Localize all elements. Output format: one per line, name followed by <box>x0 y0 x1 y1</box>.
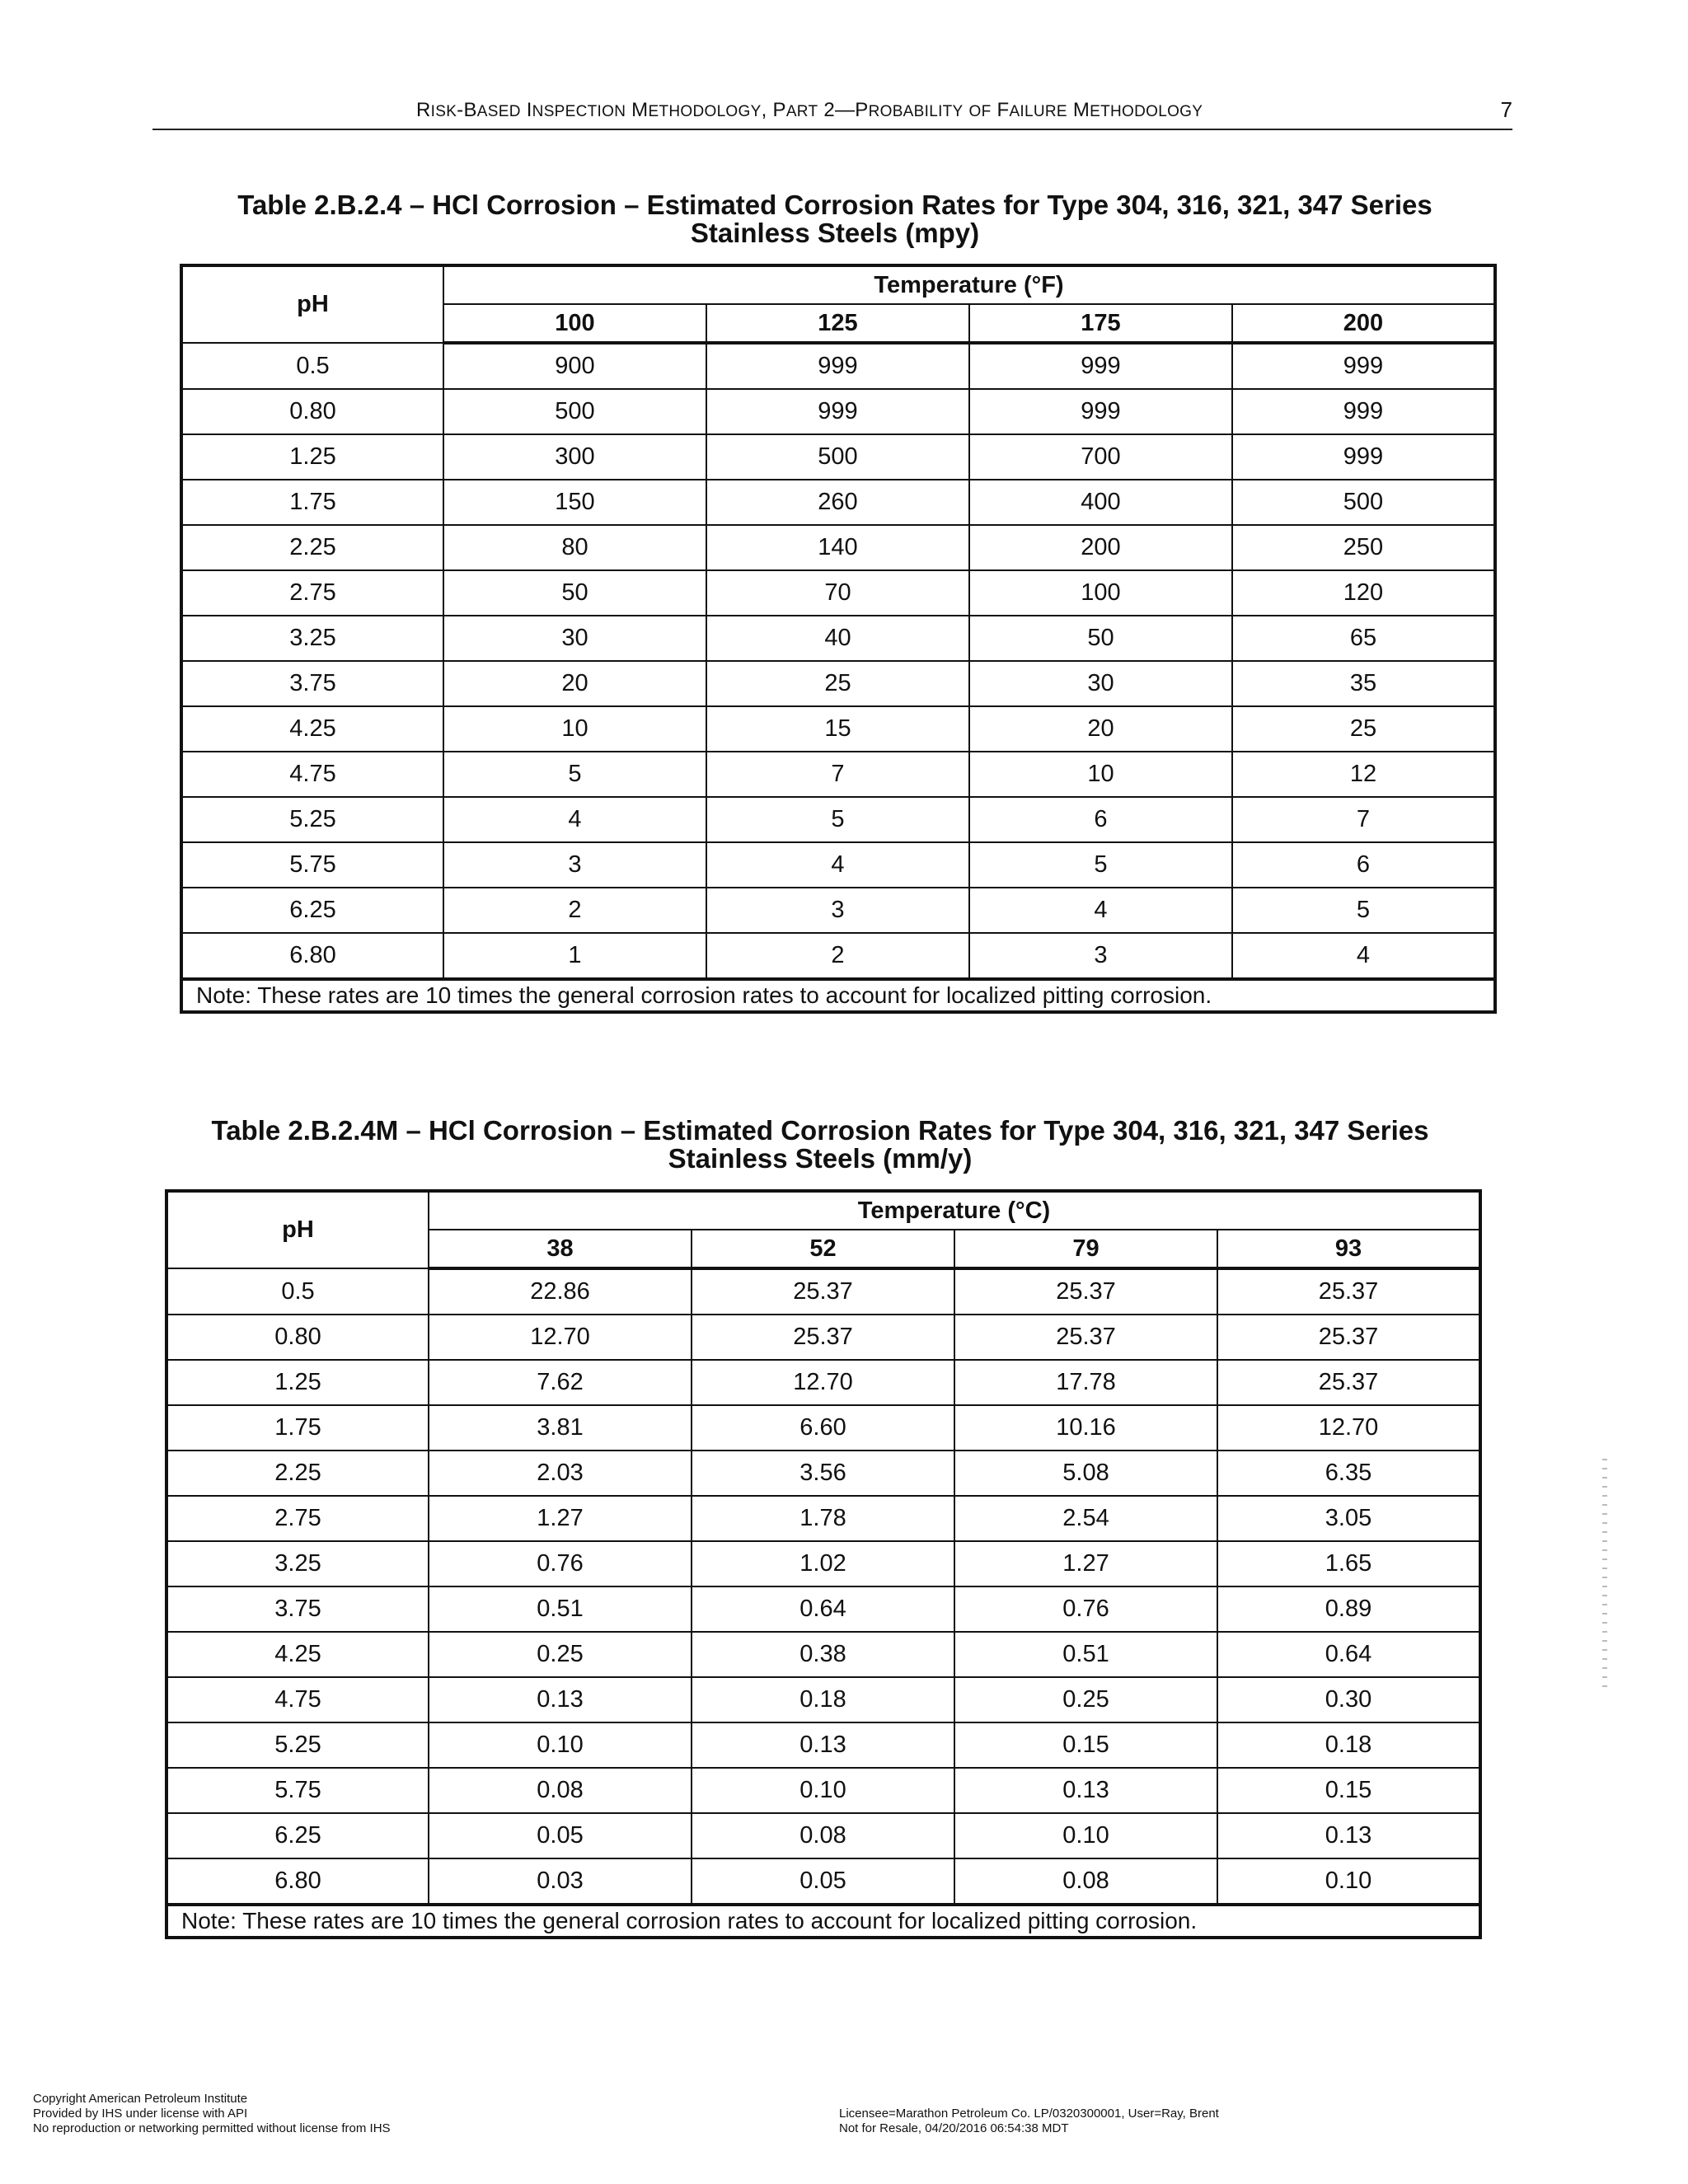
table-row <box>181 797 1495 842</box>
ph-cell: 3.75 <box>181 661 443 706</box>
rate-cell: 0.08 <box>429 1768 692 1813</box>
ph-cell: 3.75 <box>166 1586 429 1632</box>
rate-cell: 250 <box>1232 525 1495 570</box>
temperature-header: Temperature (°F) <box>443 265 1495 304</box>
ph-cell: 2.75 <box>181 570 443 616</box>
rate-cell: 999 <box>706 343 969 389</box>
rate-cell: 1.27 <box>429 1496 692 1541</box>
rate-cell: 900 <box>443 343 706 389</box>
rate-cell: 3 <box>706 888 969 933</box>
rate-cell: 150 <box>443 480 706 525</box>
table-row <box>181 661 1495 706</box>
rate-cell: 50 <box>443 570 706 616</box>
rate-cell: 0.76 <box>954 1586 1217 1632</box>
table-row <box>166 1405 1480 1451</box>
footer-right <box>839 2107 1219 2136</box>
rate-cell: 0.13 <box>429 1677 692 1722</box>
table-us-caption-line1: Table 2.B.2.4 – HCl Corrosion – Estimated Corrosion Rates for Type 304, 316, 321, 347 Series <box>237 190 1432 220</box>
rate-cell: 3 <box>969 933 1232 979</box>
rate-cell: 260 <box>706 480 969 525</box>
rate-cell: 6.60 <box>692 1405 954 1451</box>
table-si-body <box>166 1268 1480 1905</box>
rate-cell: 0.03 <box>429 1858 692 1905</box>
rate-cell: 4 <box>969 888 1232 933</box>
rate-cell: 3.81 <box>429 1405 692 1451</box>
rate-cell: 2 <box>443 888 706 933</box>
page-number: 7 <box>1500 97 1512 122</box>
table-us-body <box>181 343 1495 979</box>
ph-cell: 5.25 <box>166 1722 429 1768</box>
rate-cell: 5.08 <box>954 1451 1217 1496</box>
rate-cell: 0.10 <box>692 1768 954 1813</box>
temperature-column-header: 175 <box>969 304 1232 343</box>
rate-cell: 140 <box>706 525 969 570</box>
ph-cell: 0.5 <box>166 1268 429 1315</box>
rate-cell: 25.37 <box>1217 1360 1480 1405</box>
ph-cell: 5.75 <box>181 842 443 888</box>
table-us-caption <box>180 191 1490 247</box>
table-row <box>166 1315 1480 1360</box>
rate-cell: 0.76 <box>429 1541 692 1586</box>
ph-cell: 2.25 <box>166 1451 429 1496</box>
temperature-column-header: 93 <box>1217 1230 1480 1268</box>
rate-cell: 500 <box>443 389 706 434</box>
rate-cell: 700 <box>969 434 1232 480</box>
rate-cell: 0.13 <box>692 1722 954 1768</box>
ph-cell: 1.25 <box>166 1360 429 1405</box>
rate-cell: 2 <box>706 933 969 979</box>
table-row <box>181 888 1495 933</box>
table-row <box>166 1496 1480 1541</box>
table-row <box>181 933 1495 979</box>
table-si-caption-line1: Table 2.B.2.4M – HCl Corrosion – Estimated Corrosion Rates for Type 304, 316, 321, 347 Series <box>211 1115 1429 1146</box>
ph-cell: 6.80 <box>181 933 443 979</box>
rate-cell: 6 <box>969 797 1232 842</box>
table-row <box>181 389 1495 434</box>
temperature-header: Temperature (°C) <box>429 1191 1480 1230</box>
rate-cell: 30 <box>969 661 1232 706</box>
rate-cell: 4 <box>706 842 969 888</box>
temperature-column-header: 52 <box>692 1230 954 1268</box>
rate-cell: 120 <box>1232 570 1495 616</box>
rate-cell: 80 <box>443 525 706 570</box>
rate-cell: 500 <box>706 434 969 480</box>
rate-cell: 20 <box>969 706 1232 752</box>
rate-cell: 200 <box>969 525 1232 570</box>
rate-cell: 65 <box>1232 616 1495 661</box>
table-row <box>166 1632 1480 1677</box>
table-si <box>165 1189 1482 1939</box>
rate-cell: 0.64 <box>692 1586 954 1632</box>
rate-cell: 0.38 <box>692 1632 954 1677</box>
rate-cell: 0.05 <box>429 1813 692 1858</box>
ph-header: pH <box>181 265 443 343</box>
rate-cell: 25 <box>706 661 969 706</box>
ph-cell: 5.25 <box>181 797 443 842</box>
rate-cell: 4 <box>443 797 706 842</box>
rate-cell: 3.56 <box>692 1451 954 1496</box>
ph-cell: 6.25 <box>181 888 443 933</box>
rate-cell: 12.70 <box>1217 1405 1480 1451</box>
rate-cell: 999 <box>969 343 1232 389</box>
rate-cell: 400 <box>969 480 1232 525</box>
rate-cell: 12.70 <box>692 1360 954 1405</box>
table-row <box>181 343 1495 389</box>
ph-cell: 1.25 <box>181 434 443 480</box>
ph-cell: 6.25 <box>166 1813 429 1858</box>
table-row <box>166 1677 1480 1722</box>
rate-cell: 25.37 <box>692 1315 954 1360</box>
rate-cell: 999 <box>969 389 1232 434</box>
table-row <box>166 1813 1480 1858</box>
rate-cell: 0.18 <box>1217 1722 1480 1768</box>
rate-cell: 1.27 <box>954 1541 1217 1586</box>
table-row <box>166 1722 1480 1768</box>
rate-cell: 50 <box>969 616 1232 661</box>
rate-cell: 5 <box>706 797 969 842</box>
table-row <box>166 1858 1480 1905</box>
rate-cell: 10 <box>969 752 1232 797</box>
ph-cell: 0.80 <box>166 1315 429 1360</box>
footer-left <box>33 2092 391 2136</box>
ph-cell: 0.5 <box>181 343 443 389</box>
rate-cell: 22.86 <box>429 1268 692 1315</box>
table-us <box>180 264 1497 1014</box>
rate-cell: 0.25 <box>429 1632 692 1677</box>
rate-cell: 1.78 <box>692 1496 954 1541</box>
rate-cell: 1.65 <box>1217 1541 1480 1586</box>
table-si-caption <box>165 1117 1475 1173</box>
rate-cell: 1.02 <box>692 1541 954 1586</box>
table-row <box>181 752 1495 797</box>
table-us-caption-line2: Stainless Steels (mpy) <box>690 218 980 248</box>
rate-cell: 0.05 <box>692 1858 954 1905</box>
rate-cell: 0.10 <box>954 1813 1217 1858</box>
rate-cell: 0.08 <box>692 1813 954 1858</box>
running-header-title: RISK-BASED INSPECTION METHODOLOGY, PART 2—PROBABILITY OF FAILURE METHODOLOGY <box>416 99 1203 121</box>
temperature-column-header: 79 <box>954 1230 1217 1268</box>
ph-cell: 2.25 <box>181 525 443 570</box>
rate-cell: 300 <box>443 434 706 480</box>
table-row <box>166 1768 1480 1813</box>
table-row <box>181 842 1495 888</box>
rate-cell: 17.78 <box>954 1360 1217 1405</box>
rate-cell: 0.51 <box>954 1632 1217 1677</box>
rate-cell: 0.15 <box>1217 1768 1480 1813</box>
footer-line: Licensee=Marathon Petroleum Co. LP/0320300001, User=Ray, Brent <box>839 2107 1219 2121</box>
table-row <box>181 570 1495 616</box>
ph-cell: 6.80 <box>166 1858 429 1905</box>
table-row <box>166 1451 1480 1496</box>
running-header <box>152 96 1512 130</box>
rate-cell: 0.64 <box>1217 1632 1480 1677</box>
footer-line: No reproduction or networking permitted without license from IHS <box>33 2121 391 2135</box>
footer-line: Copyright American Petroleum Institute <box>33 2092 248 2106</box>
rate-cell: 3.05 <box>1217 1496 1480 1541</box>
rate-cell: 999 <box>1232 389 1495 434</box>
scan-edge-marks <box>1602 1459 1607 1690</box>
ph-cell: 4.75 <box>166 1677 429 1722</box>
table-row <box>166 1360 1480 1405</box>
rate-cell: 0.30 <box>1217 1677 1480 1722</box>
rate-cell: 0.13 <box>1217 1813 1480 1858</box>
rate-cell: 10.16 <box>954 1405 1217 1451</box>
rate-cell: 100 <box>969 570 1232 616</box>
temperature-column-header: 200 <box>1232 304 1495 343</box>
ph-cell: 4.25 <box>181 706 443 752</box>
rate-cell: 15 <box>706 706 969 752</box>
footer-line: Not for Resale, 04/20/2016 06:54:38 MDT <box>839 2121 1069 2135</box>
ph-cell: 1.75 <box>181 480 443 525</box>
rate-cell: 10 <box>443 706 706 752</box>
rate-cell: 5 <box>1232 888 1495 933</box>
rate-cell: 40 <box>706 616 969 661</box>
rate-cell: 0.13 <box>954 1768 1217 1813</box>
ph-cell: 4.75 <box>181 752 443 797</box>
table-us-note: Note: These rates are 10 times the general corrosion rates to account for localized pitting corrosion. <box>181 979 1495 1012</box>
rate-cell: 4 <box>1232 933 1495 979</box>
rate-cell: 999 <box>1232 343 1495 389</box>
table-row <box>166 1541 1480 1586</box>
rate-cell: 7 <box>706 752 969 797</box>
temperature-column-header: 125 <box>706 304 969 343</box>
temperature-column-header: 38 <box>429 1230 692 1268</box>
rate-cell: 12 <box>1232 752 1495 797</box>
ph-cell: 4.25 <box>166 1632 429 1677</box>
rate-cell: 20 <box>443 661 706 706</box>
rate-cell: 0.18 <box>692 1677 954 1722</box>
rate-cell: 7 <box>1232 797 1495 842</box>
ph-cell: 3.25 <box>181 616 443 661</box>
rate-cell: 3 <box>443 842 706 888</box>
rate-cell: 0.08 <box>954 1858 1217 1905</box>
table-row <box>181 616 1495 661</box>
rate-cell: 5 <box>443 752 706 797</box>
ph-cell: 1.75 <box>166 1405 429 1451</box>
rate-cell: 1 <box>443 933 706 979</box>
rate-cell: 0.51 <box>429 1586 692 1632</box>
table-si-note: Note: These rates are 10 times the general corrosion rates to account for localized pitting corrosion. <box>166 1905 1480 1938</box>
rate-cell: 2.54 <box>954 1496 1217 1541</box>
rate-cell: 6.35 <box>1217 1451 1480 1496</box>
rate-cell: 6 <box>1232 842 1495 888</box>
rate-cell: 12.70 <box>429 1315 692 1360</box>
footer-line: Provided by IHS under license with API <box>33 2107 248 2121</box>
rate-cell: 0.10 <box>1217 1858 1480 1905</box>
rate-cell: 0.15 <box>954 1722 1217 1768</box>
table-si-caption-line2: Stainless Steels (mm/y) <box>668 1143 973 1174</box>
ph-cell: 5.75 <box>166 1768 429 1813</box>
table-row <box>166 1268 1480 1315</box>
ph-cell: 0.80 <box>181 389 443 434</box>
rate-cell: 2.03 <box>429 1451 692 1496</box>
rate-cell: 0.25 <box>954 1677 1217 1722</box>
rate-cell: 25.37 <box>954 1315 1217 1360</box>
rate-cell: 999 <box>706 389 969 434</box>
rate-cell: 500 <box>1232 480 1495 525</box>
table-row <box>181 480 1495 525</box>
rate-cell: 35 <box>1232 661 1495 706</box>
rate-cell: 70 <box>706 570 969 616</box>
table-row <box>181 525 1495 570</box>
rate-cell: 25.37 <box>692 1268 954 1315</box>
ph-cell: 2.75 <box>166 1496 429 1541</box>
rate-cell: 25 <box>1232 706 1495 752</box>
rate-cell: 0.10 <box>429 1722 692 1768</box>
rate-cell: 5 <box>969 842 1232 888</box>
ph-header: pH <box>166 1191 429 1268</box>
ph-cell: 3.25 <box>166 1541 429 1586</box>
rate-cell: 30 <box>443 616 706 661</box>
rate-cell: 25.37 <box>1217 1268 1480 1315</box>
temperature-column-header: 100 <box>443 304 706 343</box>
table-row <box>181 434 1495 480</box>
rate-cell: 0.89 <box>1217 1586 1480 1632</box>
table-row <box>166 1586 1480 1632</box>
rate-cell: 25.37 <box>1217 1315 1480 1360</box>
rate-cell: 999 <box>1232 434 1495 480</box>
rate-cell: 7.62 <box>429 1360 692 1405</box>
table-row <box>181 706 1495 752</box>
rate-cell: 25.37 <box>954 1268 1217 1315</box>
